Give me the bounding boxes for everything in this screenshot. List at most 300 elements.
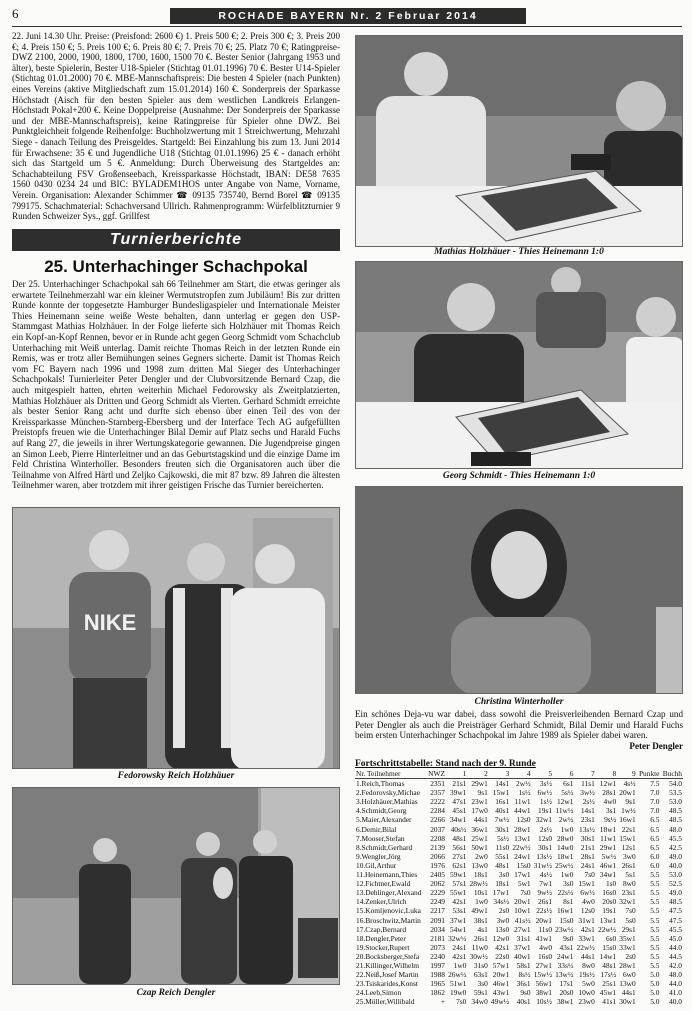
- table-cell: 31s0: [473, 960, 488, 970]
- table-cell: 19s1: [602, 906, 617, 916]
- table-cell: 31s1: [516, 933, 531, 943]
- player-name-cell: 12.Fichtner,Ewald: [356, 879, 411, 889]
- table-cell: 3s0: [477, 979, 488, 989]
- table-cell: 9s½: [604, 815, 617, 825]
- table-cell: 53.0: [669, 870, 682, 880]
- table-cell: 5.5: [650, 897, 660, 907]
- table-cell: 13w0: [471, 860, 488, 870]
- caption-schmidt-heinemann: Georg Schmidt - Thies Heinemann 1:0: [442, 471, 596, 481]
- table-cell: 31w1: [578, 915, 595, 925]
- header-cell: 5: [532, 769, 553, 779]
- table-cell: 4s½: [539, 870, 553, 880]
- table-cell: 17w1: [492, 888, 510, 898]
- table-cell: 5s1: [625, 870, 636, 880]
- table-cell: 3s0: [498, 870, 510, 880]
- table-cell: 48s1: [495, 860, 510, 870]
- table-cell: 44s1: [473, 815, 488, 825]
- player-name-cell: 3.Holzhäuer,Mathias: [356, 797, 418, 807]
- table-cell: 2s0: [498, 906, 510, 916]
- header-cell: 4: [510, 769, 531, 779]
- table-cell: 28w0: [556, 833, 574, 843]
- table-cell: 53s1: [452, 906, 467, 916]
- table-cell: 56s1: [452, 842, 467, 852]
- table-row: [355, 843, 683, 852]
- table-cell: 11w½: [555, 806, 574, 816]
- table-cell: 2208: [430, 833, 445, 843]
- table-cell: 2s½: [539, 824, 553, 834]
- table-cell: 40s1: [516, 997, 531, 1007]
- table-cell: 5.0: [650, 970, 660, 980]
- table-row: [355, 970, 683, 979]
- table-cell: 27w1: [514, 924, 531, 934]
- table-cell: 41.0: [669, 988, 682, 998]
- table-cell: 59s1: [473, 988, 488, 998]
- table-row: [355, 952, 683, 961]
- table-cell: 49w½: [490, 997, 510, 1007]
- table-cell: 15w½: [533, 970, 553, 980]
- table-cell: 1988: [430, 970, 445, 980]
- table-cell: 22s½: [536, 906, 553, 916]
- table-cell: 2405: [430, 870, 445, 880]
- table-row: [355, 815, 683, 824]
- table-cell: 17w0: [471, 806, 488, 816]
- table-cell: 38w1: [556, 997, 574, 1007]
- table-cell: 12s0: [580, 906, 595, 916]
- table-cell: 42.5: [669, 842, 682, 852]
- photo-note-author: Peter Dengler: [629, 740, 683, 751]
- header-cell: NWZ: [426, 769, 446, 779]
- table-row: [355, 797, 683, 806]
- table-cell: 42s1: [495, 942, 510, 952]
- table-cell: 6w½: [537, 788, 553, 798]
- table-cell: 44s1: [621, 988, 636, 998]
- table-cell: 10w0: [578, 988, 595, 998]
- table-cell: 11s1: [581, 779, 595, 789]
- table-row: [355, 806, 683, 815]
- player-name-cell: 14.Zenker,Ulrich: [356, 897, 407, 907]
- table-cell: 23w½: [555, 924, 574, 934]
- table-row: [355, 916, 683, 925]
- table-cell: 2351: [430, 779, 445, 789]
- table-cell: 47.5: [669, 915, 682, 925]
- table-cell: 2217: [430, 906, 445, 916]
- table-cell: 54w1: [449, 924, 467, 934]
- table-cell: 25w1: [471, 833, 488, 843]
- player-name-cell: 17.Czap,Bernard: [356, 924, 407, 934]
- table-cell: 2w½: [558, 815, 574, 825]
- player-name-cell: 18.Dengler,Peter: [356, 933, 406, 943]
- table-cell: 28w1: [619, 960, 636, 970]
- table-cell: 20w1: [514, 897, 531, 907]
- player-name-cell: 25.Müller,Willibald: [356, 997, 415, 1007]
- table-cell: 10s½: [536, 997, 553, 1007]
- table-cell: 15s0: [559, 915, 574, 925]
- table-cell: 34w0: [471, 997, 488, 1007]
- header-cell: 7: [574, 769, 595, 779]
- table-cell: 49.0: [669, 888, 682, 898]
- table-cell: 4w0: [603, 797, 617, 807]
- table-cell: 10s1: [473, 888, 488, 898]
- table-cell: 40s1: [495, 806, 510, 816]
- table-cell: 7s0: [625, 906, 636, 916]
- table-cell: 18s1: [495, 879, 510, 889]
- table-cell: 40s½: [450, 824, 467, 834]
- table-cell: 30w½: [469, 951, 488, 961]
- table-cell: 16s0: [602, 888, 617, 898]
- table-cell: 48.0: [669, 824, 682, 834]
- table-cell: 1965: [430, 979, 445, 989]
- table-cell: 2229: [430, 888, 445, 898]
- table-cell: 24s1: [452, 942, 467, 952]
- table-cell: 21s1: [452, 779, 467, 789]
- player-name-cell: 16.Broschwitz,Martin: [356, 915, 421, 925]
- table-cell: 25s1: [602, 979, 617, 989]
- table-cell: 7.0: [650, 797, 660, 807]
- photo-award-winners-image: [13, 508, 340, 769]
- table-cell: 2181: [430, 933, 445, 943]
- table-cell: 23s1: [621, 888, 636, 898]
- table-cell: 6.0: [650, 851, 660, 861]
- table-cell: 34s½: [493, 897, 510, 907]
- table-cell: 5.5: [650, 960, 660, 970]
- photo-note-body: Ein schönes Deja-vu war dabei, dass sowohl die Preisverleihenden Bernard Czap und Peter Dengler als auch die Preisträger Gerhard Schmidt, Bilal Demir und Harald Fuchs beim ersten Unterhachinger Schachpokal im Jahre 1989 als Spieler dabei waren.: [355, 709, 683, 741]
- table-cell: 7w1: [539, 879, 553, 889]
- table-cell: 2037: [430, 824, 445, 834]
- table-cell: 15w1: [619, 833, 636, 843]
- table-cell: 2091: [430, 915, 445, 925]
- table-cell: 2073: [430, 942, 445, 952]
- table-cell: 3w0: [622, 851, 636, 861]
- photo-schmidt-heinemann: [355, 261, 683, 469]
- table-cell: 41s½: [514, 915, 531, 925]
- table-cell: 8w0: [622, 879, 636, 889]
- table-row: [355, 779, 683, 789]
- table-cell: 44.0: [669, 942, 682, 952]
- table-cell: 12w1: [556, 797, 574, 807]
- caption-award-winners: Fedorowsky Reich Holzhäuer: [117, 771, 235, 781]
- table-cell: 26s1: [621, 860, 636, 870]
- table-cell: 3s1: [605, 806, 617, 816]
- table-cell: 12s0: [538, 833, 553, 843]
- table-cell: 8w0: [582, 960, 595, 970]
- table-header-row: [355, 769, 683, 779]
- table-cell: 2284: [430, 806, 445, 816]
- table-cell: 15s0: [602, 942, 617, 952]
- table-row: [355, 906, 683, 915]
- table-cell: 13s½: [536, 851, 553, 861]
- table-cell: 8s1: [563, 897, 574, 907]
- table-cell: 13w1: [599, 915, 617, 925]
- player-name-cell: 5.Maier,Alexander: [356, 815, 412, 825]
- table-cell: 26s1: [538, 897, 553, 907]
- table-cell: 48.5: [669, 897, 682, 907]
- header-cell: 3: [489, 769, 510, 779]
- table-row: [355, 852, 683, 861]
- table-cell: 12s1: [621, 842, 636, 852]
- table-cell: 27w1: [535, 960, 553, 970]
- table-cell: 16s1: [495, 797, 510, 807]
- table-cell: 7s0: [456, 997, 467, 1007]
- table-cell: 22w½: [512, 842, 531, 852]
- caption-winterholler: Christina Winterholler: [474, 697, 564, 707]
- table-cell: 13w1: [514, 833, 531, 843]
- table-cell: 34w1: [449, 815, 467, 825]
- player-name-cell: 23.Tsiskarides,Konst: [356, 979, 418, 989]
- table-cell: 29w1: [471, 779, 488, 789]
- table-cell: 6w½: [580, 888, 595, 898]
- table-cell: 6.0: [650, 860, 660, 870]
- magazine-header: ROCHADE BAYERN Nr. 2 Februar 2014: [170, 8, 526, 24]
- table-cell: 11w0: [471, 942, 488, 952]
- header-cell: 9: [617, 769, 636, 779]
- table-cell: 7s0: [584, 870, 595, 880]
- table-row: [355, 961, 683, 970]
- table-cell: 7s0: [520, 888, 531, 898]
- table-cell: 24s1: [580, 860, 595, 870]
- table-cell: 11w1: [600, 833, 617, 843]
- table-cell: 11w1: [514, 797, 531, 807]
- table-cell: 33s½: [557, 960, 574, 970]
- caption-holzhaeuer-heinemann: Mathias Holzhäuer - Thies Heinemann 1:0: [434, 247, 604, 257]
- table-cell: 24w1: [556, 951, 574, 961]
- table-cell: 11s0: [538, 924, 553, 934]
- table-cell: 32w1: [619, 897, 636, 907]
- table-cell: 49.0: [669, 851, 682, 861]
- table-cell: 32w½: [448, 933, 467, 943]
- table-cell: 43s1: [559, 942, 574, 952]
- table-cell: 42.0: [669, 960, 682, 970]
- player-name-cell: 2.Fedorovsky,Michae: [356, 788, 420, 798]
- table-cell: 3s½: [539, 779, 553, 789]
- table-cell: 57s1: [452, 879, 467, 889]
- table-cell: 5.5: [650, 924, 660, 934]
- table-cell: 6.5: [650, 833, 660, 843]
- table-cell: 40.0: [669, 860, 682, 870]
- table-cell: 32w1: [535, 815, 553, 825]
- table-cell: 22s½: [557, 888, 574, 898]
- table-cell: 14w0: [556, 842, 574, 852]
- table-cell: 45s1: [452, 806, 467, 816]
- player-name-cell: 8.Schmidt,Gerhard: [356, 842, 413, 852]
- table-cell: 25w½: [555, 860, 574, 870]
- player-name-cell: 20.Bocksberger,Stefa: [356, 951, 420, 961]
- table-cell: 28w1: [514, 824, 531, 834]
- table-cell: 7.0: [650, 806, 660, 816]
- table-cell: 2066: [430, 851, 445, 861]
- table-body: [355, 779, 683, 1007]
- table-cell: 13s½: [579, 824, 595, 834]
- table-cell: 15w1: [492, 788, 510, 798]
- table-cell: 5.5: [650, 915, 660, 925]
- table-cell: 33w1: [619, 942, 636, 952]
- table-cell: 1862: [430, 988, 445, 998]
- table-cell: 52.5: [669, 879, 682, 889]
- article-body: Der 25. Unterhachinger Schachpokal sah 66 Teilnehmer am Start, die etwas geringer als erwartete Teilnehmerzahl war ein kleiner Wermutstropfen zum Jubiläum! Bis zur dritten Runde konnte der topgesetzte Hamburger Bundesligaspieler und Internationale Meister Thies Heinemann seine weiße Weste behalten, dann unterlag er gegen den USP-Stammgast Mathias Holzhäuer. In der Folge lieferte sich Holzhäuer mit Thomas Reich ein Kopf-an-Kopf Rennen, bevor er in Runde acht gegen Georg Schmidt vom Schachclub Unterhaching mit Weiß unterlag. Damit reichte Thomas Reich in der letzten Runde ein Remis, was er trotz aller Bemühungen seines Gegners sicherte. Damit ist Thomas Reich vom FC Bayern nach 1996 und 1998 zum dritten Mal Sieger des Unterhachinger Schachpokals! Turnierleiter Peter Dengler und der Clubvorsitzende Bernard Czap, die auch mitgespielt hatten, ehrten weiterhin Michael Fedorowsky als Zweitplatzierten, Mathias Holzhäuer als Dritten und Georg Schmidt als Vierten. Gerhard Schmidt erreichte als bester Senior Rang acht und durfte sich ebenso über einen Teil des von der Kreissparkasse München-Starnberg-Ebersberg und der Interface Tech AG aufgefüllten Preistopfs freuen wie die Unterhachinger Bilal Demir auf Platz sechs und Harald Fuchs auf Rang 27, die jeweils in ihrer Wertungskategorie gewannen. Die Jugendpreise gingen an Simon Leeb, Pierre Hinterleitner und an das Geburtstagskind und die einzige Dame im Feld Christina Winterholler. Besonders freuten sich die Organisatoren auch über die Teilnahme von Alfred Härtl und Zeljko Cajkowski, die mit 87 bzw. 89 Jahren die ältesten Teilnehmer waren, aber trotzdem mit ihrer geistigen Frische das Turnier bereicherten.: [12, 279, 340, 491]
- table-cell: 7.0: [650, 788, 660, 798]
- table-cell: 5s½: [561, 788, 574, 798]
- header-rule: [12, 26, 682, 27]
- table-cell: 9s1: [477, 788, 488, 798]
- table-cell: 27s1: [452, 851, 467, 861]
- table-cell: 53.0: [669, 797, 682, 807]
- table-cell: 2222: [430, 797, 445, 807]
- standings-table-wrap: [355, 759, 683, 1006]
- table-cell: 3s0: [563, 879, 574, 889]
- table-cell: 18w1: [556, 851, 574, 861]
- table-cell: 3w½: [580, 788, 595, 798]
- article-title: 25. Unterhachinger Schachpokal: [44, 257, 308, 276]
- table-cell: 10w1: [514, 906, 531, 916]
- table-cell: 18w1: [599, 824, 617, 834]
- table-cell: 1w0: [560, 870, 574, 880]
- table-cell: 35w1: [619, 933, 636, 943]
- table-cell: 53.5: [669, 788, 682, 798]
- table-cell: 33w1: [578, 933, 595, 943]
- table-row: [355, 870, 683, 879]
- table-cell: 51w1: [449, 979, 467, 989]
- table-cell: 44.5: [669, 951, 682, 961]
- table-cell: 1s½: [539, 797, 553, 807]
- article-body-wrap: [12, 279, 340, 491]
- player-name-cell: 24.Leeb,Simon: [356, 988, 402, 998]
- table-cell: 50w1: [471, 842, 488, 852]
- table-cell: 42s1: [580, 924, 595, 934]
- table-cell: 16w1: [556, 906, 574, 916]
- table-cell: 6.5: [650, 815, 660, 825]
- table-row: [355, 997, 683, 1006]
- table-cell: 49w1: [471, 906, 488, 916]
- table-cell: 6s1: [563, 779, 574, 789]
- table-cell: 13s0: [495, 924, 510, 934]
- table-cell: 26s1: [473, 933, 488, 943]
- player-name-cell: 6.Demir,Bilal: [356, 824, 397, 834]
- table-cell: 28s1: [602, 788, 617, 798]
- table-cell: 30s1: [580, 833, 595, 843]
- table-cell: 48.5: [669, 815, 682, 825]
- table-cell: 19w0: [449, 988, 467, 998]
- table-row: [355, 834, 683, 843]
- table-cell: 45.0: [669, 933, 682, 943]
- table-cell: 1997: [430, 960, 445, 970]
- table-cell: 63s1: [473, 970, 488, 980]
- table-cell: 5.5: [650, 933, 660, 943]
- table-cell: 5w1: [517, 879, 531, 889]
- table-cell: 2249: [430, 897, 445, 907]
- table-cell: +: [440, 997, 445, 1007]
- table-cell: 44.0: [669, 979, 682, 989]
- table-cell: 2w0: [475, 851, 488, 861]
- caption-organizers: Czap Reich Dengler: [136, 988, 216, 998]
- table-cell: 22w½: [576, 942, 595, 952]
- table-cell: 23s1: [580, 815, 595, 825]
- table-cell: 41w1: [535, 933, 553, 943]
- table-cell: 20w1: [619, 788, 636, 798]
- photo-organizers-image: [13, 788, 340, 985]
- table-row: [355, 897, 683, 906]
- photo-holzhaeuer-heinemann: [355, 35, 683, 247]
- photo-award-winners: [12, 507, 340, 769]
- table-cell: 30s1: [495, 824, 510, 834]
- table-cell: 37w1: [514, 942, 531, 952]
- table-cell: 16s0: [538, 951, 553, 961]
- table-cell: 13w0: [619, 979, 636, 989]
- table-cell: 2034: [430, 924, 445, 934]
- table-row: [355, 825, 683, 834]
- table-cell: 39w1: [449, 788, 467, 798]
- table-cell: 30s1: [538, 842, 553, 852]
- table-cell: 48.5: [669, 806, 682, 816]
- table-cell: 5w0: [582, 979, 595, 989]
- player-name-cell: 21.Killinger,Wilhelm: [356, 960, 420, 970]
- table-cell: 20w1: [535, 915, 553, 925]
- table-cell: 2266: [430, 815, 445, 825]
- table-cell: 5.0: [650, 979, 660, 989]
- table-cell: 23w1: [471, 797, 488, 807]
- table-cell: 57w1: [492, 960, 510, 970]
- table-row: [355, 988, 683, 997]
- table-cell: 2s0: [625, 951, 636, 961]
- page-number: 6: [12, 6, 19, 21]
- header-cell: 6: [553, 769, 574, 779]
- table-cell: 5w½: [601, 851, 617, 861]
- table-cell: 7.5: [650, 779, 660, 789]
- table-cell: 28s1: [580, 851, 595, 861]
- photo-holzhaeuer-heinemann-image: [356, 36, 683, 247]
- table-cell: 2062: [430, 879, 445, 889]
- table-cell: 12w1: [599, 779, 617, 789]
- table-cell: 31w½: [533, 860, 553, 870]
- table-cell: 17s½: [600, 970, 617, 980]
- table-cell: 11s0: [495, 842, 510, 852]
- table-cell: 29w1: [599, 842, 617, 852]
- table-cell: 45w1: [599, 988, 617, 998]
- player-name-cell: 1.Reich,Thomas: [356, 779, 405, 789]
- table-cell: 54.0: [669, 779, 682, 789]
- table-cell: 47.5: [669, 906, 682, 916]
- table-cell: 58s1: [516, 960, 531, 970]
- table-cell: 5.5: [650, 942, 660, 952]
- table-cell: 47s1: [452, 797, 467, 807]
- table-cell: 46w1: [492, 979, 510, 989]
- table-cell: 6s0: [605, 933, 617, 943]
- shirt-text: NIKE: [83, 610, 137, 635]
- table-cell: 12s0: [516, 815, 531, 825]
- player-name-cell: 22.Neiß,Josef Martin: [356, 970, 419, 980]
- table-cell: 18s1: [473, 870, 488, 880]
- table-cell: 9w½: [537, 888, 553, 898]
- table-cell: 17s1: [559, 979, 574, 989]
- table-cell: 4s½: [623, 779, 636, 789]
- table-cell: 1w0: [475, 897, 488, 907]
- table-cell: 5.5: [650, 879, 660, 889]
- table-title: Fortschrittstabelle: Stand nach der 9. Runde: [355, 759, 536, 769]
- table-cell: 1s½: [518, 788, 531, 798]
- table-cell: 34w1: [599, 870, 617, 880]
- table-cell: 48s1: [452, 833, 467, 843]
- section-title: Turnierberichte: [12, 229, 340, 251]
- table-cell: 5.5: [650, 906, 660, 916]
- table-cell: 42s1: [452, 951, 467, 961]
- header-cell: Nr. Teilnehmer: [355, 769, 426, 779]
- table-cell: 59w1: [449, 870, 467, 880]
- table-cell: 40w1: [514, 951, 531, 961]
- table-cell: 15w1: [578, 879, 595, 889]
- table-cell: 38s1: [473, 915, 488, 925]
- table-cell: 1w0: [453, 960, 467, 970]
- table-cell: 48.0: [669, 970, 682, 980]
- table-cell: 5.0: [650, 997, 660, 1007]
- table-cell: 15s0: [516, 860, 531, 870]
